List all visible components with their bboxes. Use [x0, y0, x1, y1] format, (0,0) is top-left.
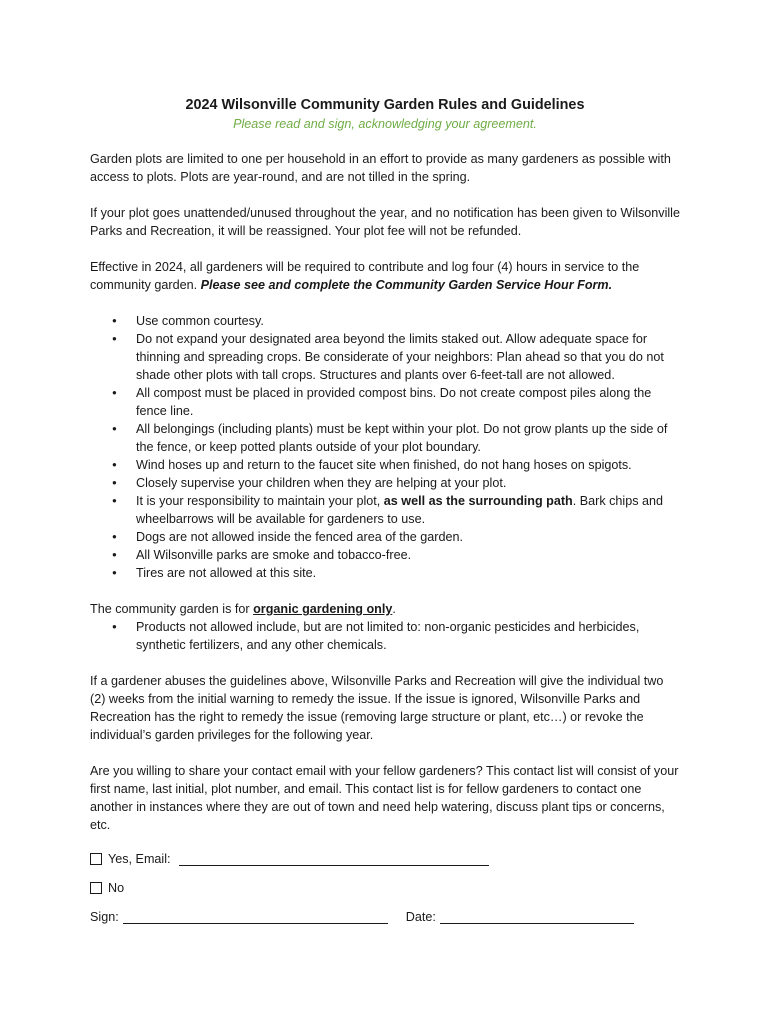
- rule-item: ● All Wilsonville parks are smoke and tobacco-free.: [90, 546, 680, 564]
- rule-item: ● Use common courtesy.: [90, 312, 680, 330]
- yes-email-label: Yes, Email:: [108, 852, 171, 866]
- organic-text: The community garden is for: [90, 602, 254, 616]
- rule-item: ● Tires are not allowed at this site.: [90, 564, 680, 582]
- organic-list: [90, 618, 680, 654]
- service-hour-form-note: Please see and complete the Community Garden Service Hour Form.: [200, 278, 613, 292]
- service-hours-text: Effective in 2024, all gardeners will be required to contribute and log four (4) hours in service to the community garden.: [90, 260, 640, 292]
- no-label: No: [108, 881, 125, 895]
- paragraph-unattended-plot: If your plot goes unattended/unused throughout the year, and no notification has been given to Wilsonville Parks and Recreation, it will be reassigned. Your plot fee will not be refunded.: [90, 206, 680, 238]
- date-input-line[interactable]: [440, 910, 634, 924]
- rule-text: . Bark chips and wheelbarrows will be available for gardeners to use.: [136, 494, 664, 526]
- date-label: Date:: [405, 910, 436, 924]
- document-body: [90, 95, 680, 926]
- rule-item: ● Dogs are not allowed inside the fenced area of the garden.: [90, 528, 680, 546]
- rule-item: ● All belongings (including plants) must be kept within your plot. Do not grow plants up the side of the fence, or keep potted plants outside of your plot boundary.: [90, 420, 680, 456]
- rule-item: ● Closely supervise your children when they are helping at your plot.: [90, 474, 680, 492]
- paragraph-contact-sharing: Are you willing to share your contact email with your fellow gardeners? This contact list will consist of your first name, last initial, plot number, and email. This contact list is for fellow gardeners to contact one another in instances where they are out of town and need help watering, discuss plant tips or concerns, etc.: [90, 764, 679, 832]
- yes-checkbox[interactable]: [90, 853, 102, 865]
- no-checkbox[interactable]: [90, 882, 102, 894]
- organic-rule-item: ● Products not allowed include, but are not limited to: non-organic pesticides and herbicides, synthetic fertilizers, and any other chemicals.: [90, 618, 680, 654]
- rule-emphasis: as well as the surrounding path: [383, 494, 573, 508]
- signature-row: [90, 908, 680, 926]
- organic-text-end: .: [392, 602, 396, 616]
- rule-item: ● All compost must be placed in provided compost bins. Do not create compost piles along the fence line.: [90, 384, 680, 420]
- signature-input-line[interactable]: [123, 910, 388, 924]
- rule-item: ● Wind hoses up and return to the faucet site when finished, do not hang hoses on spigots.: [90, 456, 680, 474]
- rules-list: [90, 312, 680, 582]
- paragraph-plot-limit: Garden plots are limited to one per household in an effort to provide as many gardeners as possible with access to plots. Plots are year-round, and are not tilled in the spring.: [90, 152, 671, 184]
- paragraph-service-hours: [90, 258, 680, 294]
- email-input-line[interactable]: [179, 852, 489, 866]
- rule-item: ● Do not expand your designated area beyond the limits staked out. Allow adequate space for thinning and spreading crops. Be considerate of your neighbors: Plan ahead so that you do not shade other plots with tall crops. Structures and plants over 6-feet-tall are not allowed.: [90, 330, 680, 384]
- paragraph-abuse-policy: If a gardener abuses the guidelines above, Wilsonville Parks and Recreation will give the individual two (2) weeks from the initial warning to remedy the issue. If the issue is ignored, Wilsonville Parks and Recreation has the right to remedy the issue (removing large structure or plant, etc…) or revoke the individual’s garden privileges for the following year.: [90, 674, 664, 742]
- paragraph-organic: [90, 600, 680, 618]
- no-option-row: [90, 879, 680, 897]
- document-subtitle: Please read and sign, acknowledging your agreement.: [233, 117, 537, 131]
- rule-text: It is your responsibility to maintain your plot,: [136, 494, 384, 508]
- rule-item: [90, 492, 680, 528]
- organic-emphasis: organic gardening only: [253, 602, 393, 616]
- sign-label: Sign:: [90, 910, 119, 924]
- document-title: 2024 Wilsonville Community Garden Rules and Guidelines: [185, 97, 585, 113]
- yes-option-row: [90, 850, 680, 868]
